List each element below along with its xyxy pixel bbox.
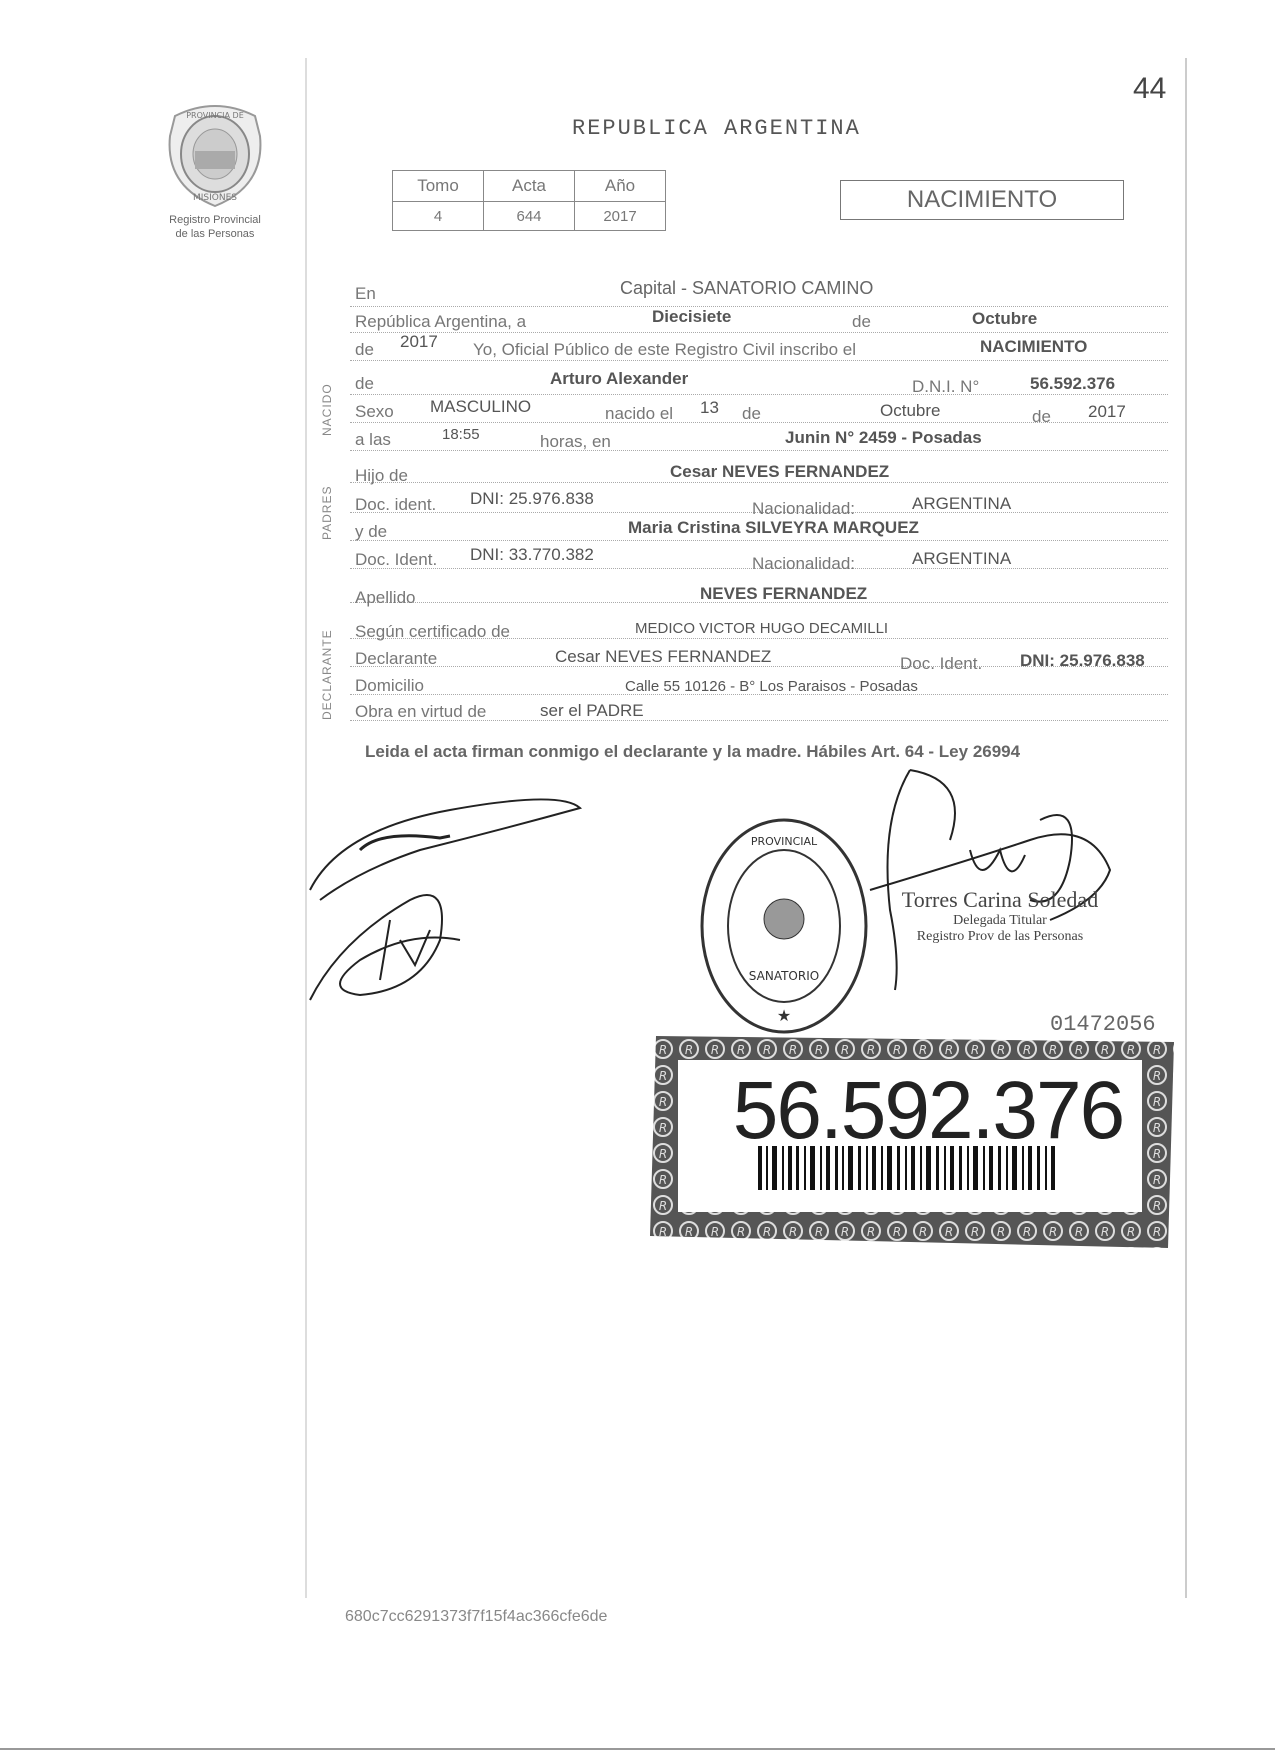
birth-time: 18:55 [442,426,480,443]
de-label-a: de [742,404,761,423]
surname-value: NEVES FERNANDEZ [700,584,868,603]
legal-text: Leida el acta firman conmigo el declarante y la madre. Hábiles Art. 64 - Ley 26994 [365,742,1021,761]
nacido-de-label: de [355,374,374,393]
document-hash: 680c7cc6291373f7f15f4ac366cfe6de [345,1608,608,1625]
registry-header-acta: Acta [484,171,575,202]
father-nationality: ARGENTINA [912,494,1012,513]
official-name: Torres Carina Soledad [901,887,1099,912]
svg-text:PROVINCIAL: PROVINCIAL [750,835,818,848]
dni-label: D.N.I. N° [912,377,980,396]
year-value: 2017 [400,332,438,351]
section-padres: PADRES [320,485,334,540]
birth-day: 13 [700,398,719,417]
nacido-el-label: nacido el [605,404,674,423]
birth-year: 2017 [1088,402,1126,421]
province-seal-icon [150,96,280,216]
country-heading: REPUBLICA ARGENTINA [572,116,861,141]
logo-caption-line-2: de las Personas [175,228,255,240]
svg-text:MISIONES: MISIONES [192,193,238,203]
official-stamp [698,815,870,1037]
logo-caption [150,213,280,241]
registry-table-values [393,202,666,231]
registry-table [392,170,666,231]
section-declarante: DECLARANTE [320,629,334,720]
apellido-label: Apellido [355,588,416,607]
event-value: NACIMIENTO [980,337,1088,356]
father-doc-label: Doc. ident. [355,495,437,514]
hijo-label: Hijo de [355,466,408,485]
father-doc: DNI: 25.976.838 [470,489,594,508]
declarant-doc-label: Doc. Ident. [900,654,983,673]
sticker-dni-number: 56.592.376 [732,1065,1124,1156]
de-label: de [852,312,871,331]
father-name: Cesar NEVES FERNANDEZ [670,462,890,481]
a-las-label: a las [355,430,391,449]
svg-text:★: ★ [776,1008,792,1025]
republica-label: República Argentina, a [355,312,527,331]
sexo-label: Sexo [355,402,394,421]
de-label-b: de [1032,407,1051,426]
official-org: Registro Prov de las Personas [916,929,1084,944]
section-nacido: NACIDO [320,383,334,436]
official-signature-graphic [850,760,1130,1000]
page-number: 44 [1133,72,1167,105]
official-role: Delegada Titular [953,913,1047,928]
certificate-value: MEDICO VICTOR HUGO DECAMILLI [635,620,889,637]
registry-table-header [393,171,666,202]
de-label-2: de [355,340,374,359]
y-de-label: y de [355,522,388,541]
address-value: Calle 55 10126 - B° Los Paraisos - Posadas [625,678,918,695]
logo-caption-line-1: Registro Provincial [169,214,261,226]
en-label: En [355,284,376,303]
mother-nationality: ARGENTINA [912,549,1012,568]
birth-place: Junin N° 2459 - Posadas [785,428,982,447]
svg-text:PROVINCIA DE: PROVINCIA DE [186,111,244,120]
yo-text: Yo, Oficial Público de este Registro Civil inscribo el [473,340,856,359]
declarante-label: Declarante [355,649,438,668]
registry-value-ano: 2017 [575,202,666,231]
registry-value-acta: 644 [484,202,575,231]
scan-bottom-edge [0,1748,1275,1750]
mother-name: Maria Cristina SILVEYRA MARQUEZ [628,518,919,537]
father-nat-label: Nacionalidad: [752,499,856,518]
act-type-box: NACIMIENTO [840,180,1124,220]
registry-value-tomo: 4 [393,202,484,231]
obra-label: Obra en virtud de [355,702,487,721]
place-value: Capital - SANATORIO CAMINO [620,278,874,298]
declarant-doc: DNI: 25.976.838 [1020,651,1145,670]
serial-number: 01472056 [1050,1012,1156,1037]
svg-text:SANATORIO: SANATORIO [748,969,820,983]
domicilio-label: Domicilio [355,676,424,695]
horas-label: horas, en [540,432,611,451]
sexo-value: MASCULINO [430,397,532,416]
month-value: Octubre [972,309,1038,328]
registry-header-tomo: Tomo [393,171,484,202]
official-block [895,887,1105,945]
obra-value: ser el PADRE [540,701,644,720]
page-right-border [1185,58,1187,1598]
child-name: Arturo Alexander [550,369,689,388]
child-dni: 56.592.376 [1030,374,1116,393]
birth-month: Octubre [880,401,941,420]
day-value: Diecisiete [652,307,732,326]
segun-label: Según certificado de [355,622,510,641]
declarant-signature-graphic [300,790,600,1010]
declarant-name: Cesar NEVES FERNANDEZ [555,647,772,666]
mother-doc-label: Doc. Ident. [355,550,438,569]
mother-nat-label: Nacionalidad: [752,554,856,573]
mother-doc: DNI: 33.770.382 [470,545,594,564]
registry-header-ano: Año [575,171,666,202]
